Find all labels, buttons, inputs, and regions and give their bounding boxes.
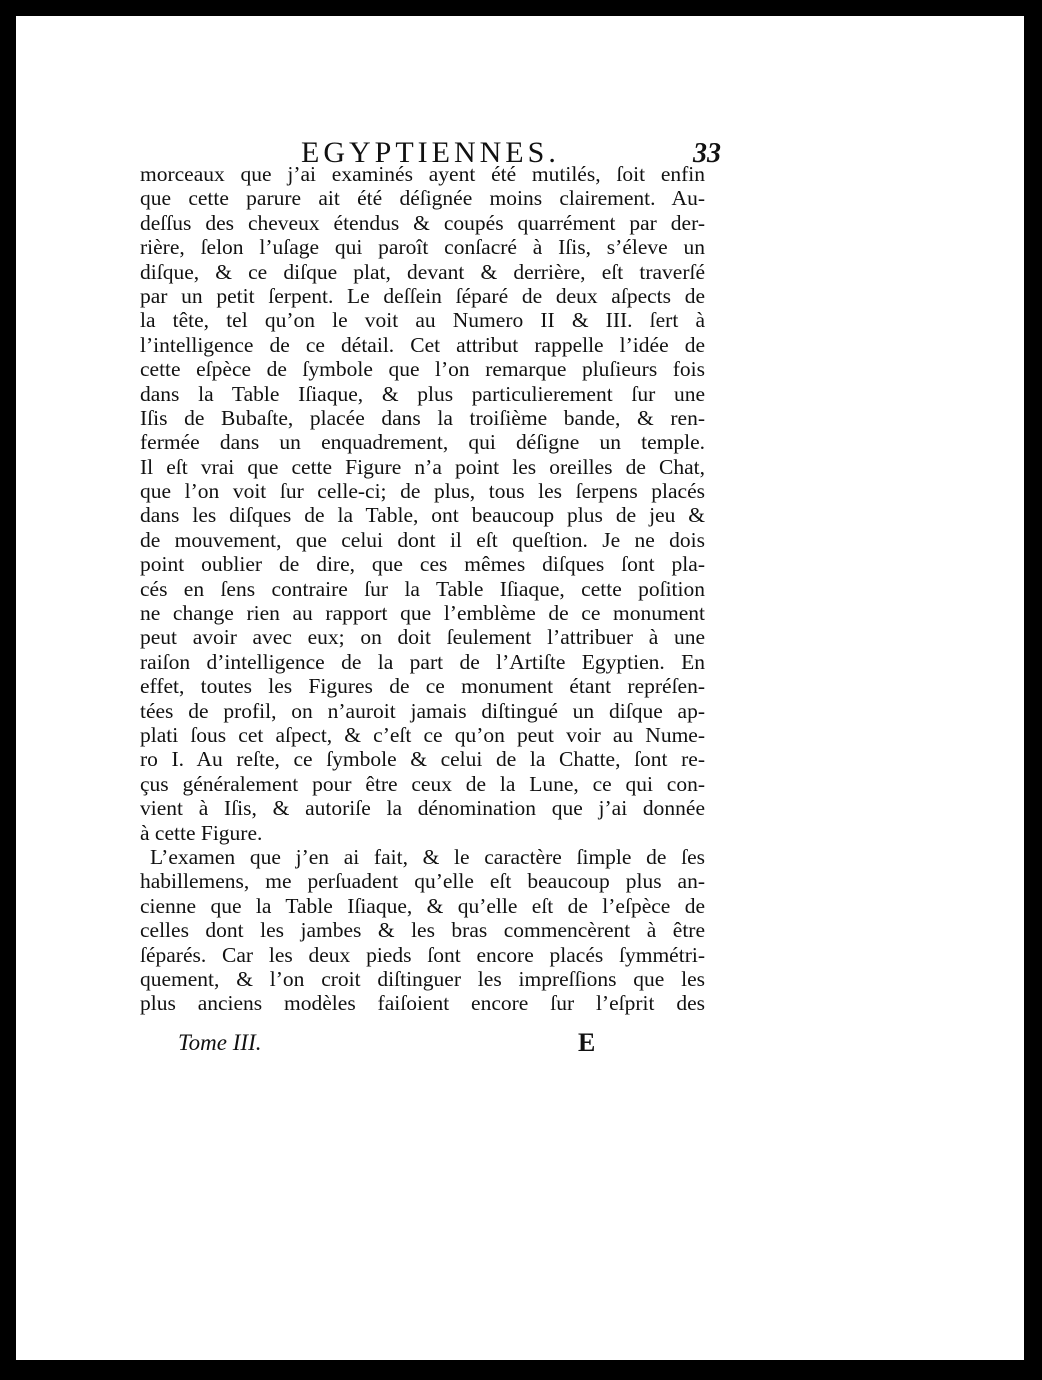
text-line: plati ſous cet aſpect, & c’eſt ce qu’on peut voir au Nume- bbox=[140, 722, 705, 747]
running-title: EGYPTIENNES. bbox=[301, 136, 560, 169]
text-line: L’examen que j’en ai fait, & le caractère ſimple de ſes bbox=[150, 844, 705, 869]
text-line: celles dont les jambes & les bras commencèrent à être bbox=[140, 918, 705, 943]
text-line: cette eſpèce de ſymbole que l’on remarque pluſieurs fois bbox=[140, 357, 705, 382]
text-line: tées de profil, on n’auroit jamais diſtingué un diſque ap- bbox=[140, 698, 705, 723]
text-line: rière, ſelon l’uſage qui paroît conſacré à Iſis, s’éleve un bbox=[140, 235, 705, 260]
text-line: ro I. Au reſte, ce ſymbole & celui de la Chatte, ſont re- bbox=[140, 747, 705, 772]
text-line: que l’on voit ſur celle-ci; de plus, tous les ſerpens placés bbox=[140, 479, 705, 504]
text-line: de mouvement, que celui dont il eſt queſtion. Je ne dois bbox=[140, 527, 705, 552]
text-line: vient à Iſis, & autoriſe la dénomination que j’ai donnée bbox=[140, 796, 705, 821]
text-line: que cette parure ait été déſignée moins clairement. Au- bbox=[140, 186, 705, 211]
text-line: habillemens, me perſuadent qu’elle eſt beaucoup plus an- bbox=[140, 869, 705, 894]
text-line: point oublier de dire, que ces mêmes diſques ſont pla- bbox=[140, 552, 705, 577]
text-line: effet, toutes les Figures de ce monument étant repréſen- bbox=[140, 674, 705, 699]
text-line: çus généralement pour être ceux de la Lune, ce qui con- bbox=[140, 771, 705, 796]
text-line: à cette Figure. bbox=[140, 820, 263, 845]
text-line: cienne que la Table Iſiaque, & qu’elle eſt de l’eſpèce de bbox=[140, 893, 705, 918]
text-line: fermée dans un enquadrement, qui déſigne un temple. bbox=[140, 430, 705, 455]
volume-label: Tome III. bbox=[178, 1030, 262, 1055]
text-line: morceaux que j’ai examinés ayent été mutilés, ſoit enfin bbox=[140, 162, 705, 186]
text-line: diſque, & ce diſque plat, devant & derrière, eſt traverſé bbox=[140, 259, 705, 284]
text-line: deſſus des cheveux étendus & coupés quarrément par der- bbox=[140, 210, 705, 235]
text-line: dans les diſques de la Table, ont beaucoup plus de jeu & bbox=[140, 503, 705, 528]
text-line: plus anciens modèles faiſoient encore ſur l’eſprit des bbox=[140, 991, 705, 1016]
page-footer bbox=[140, 1030, 705, 1062]
text-line: ne change rien au rapport que l’emblème de ce monument bbox=[140, 601, 705, 626]
body-text bbox=[140, 162, 705, 1016]
signature-mark: E bbox=[578, 1028, 596, 1057]
text-line: peut avoir avec eux; on doit ſeulement l’attribuer à une bbox=[140, 625, 705, 650]
text-line: Il eſt vrai que cette Figure n’a point les oreilles de Chat, bbox=[140, 454, 705, 479]
text-line: Iſis de Bubaſte, placée dans la troiſième bande, & ren- bbox=[140, 405, 705, 430]
text-line: ſéparés. Car les deux pieds ſont encore placés ſymmétri- bbox=[140, 942, 705, 967]
text-line: la tête, tel qu’on le voit au Numero II & III. ſert à bbox=[140, 308, 705, 333]
text-line: quement, & l’on croit diſtinguer les impreſſions que les bbox=[140, 966, 705, 991]
text-line: par un petit ſerpent. Le deſſein ſéparé de deux aſpects de bbox=[140, 283, 705, 308]
page-number: 33 bbox=[693, 138, 721, 169]
text-line: raiſon d’intelligence de la part de l’Artiſte Egyptien. En bbox=[140, 649, 705, 674]
text-line: l’intelligence de ce détail. Cet attribut rappelle l’idée de bbox=[140, 332, 705, 357]
text-line: cés en ſens contraire ſur la Table Iſiaque, cette poſition bbox=[140, 576, 705, 601]
text-line: dans la Table Iſiaque, & plus particulierement ſur une bbox=[140, 381, 705, 406]
